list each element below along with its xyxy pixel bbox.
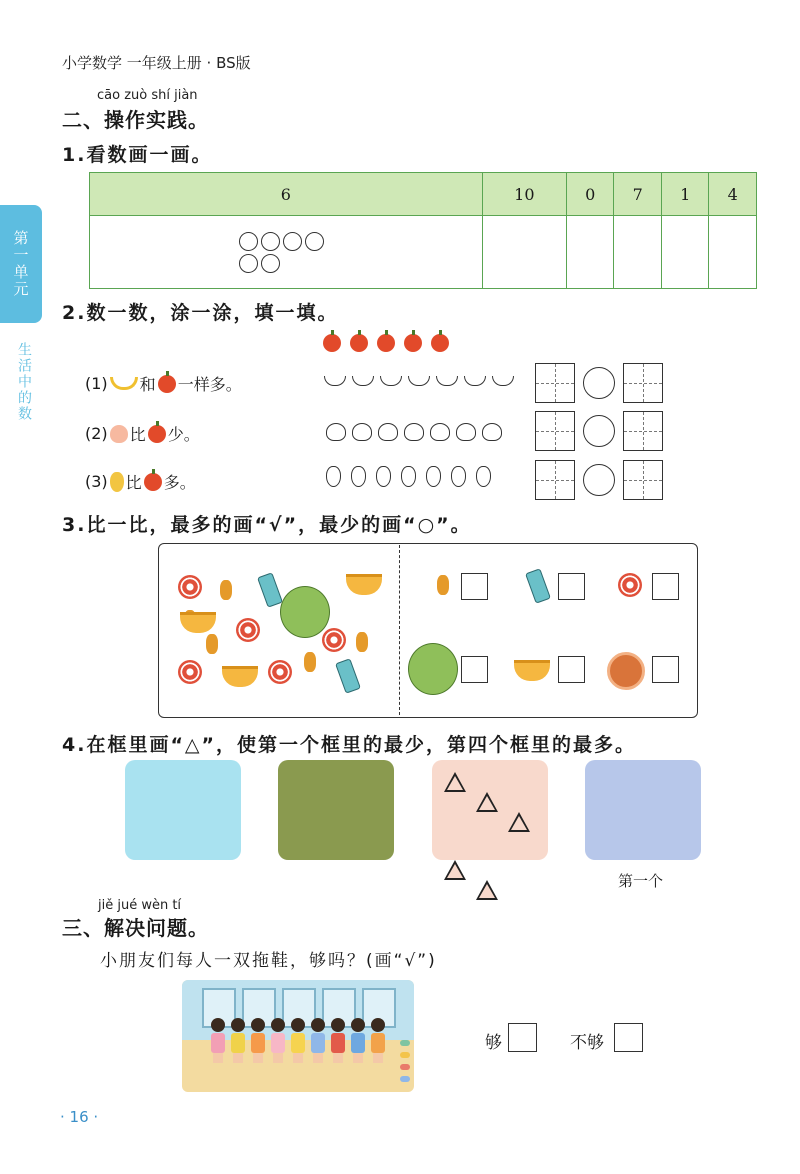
zongzi-icon — [408, 643, 458, 695]
peach-outline-row[interactable] — [326, 423, 502, 441]
chinese-knot-icon — [268, 660, 292, 684]
q3-label: 3.比一比，最多的画“√”，最少的画“○”。 — [62, 514, 472, 536]
q1-table — [89, 172, 757, 289]
peach-outline-icon[interactable] — [404, 423, 424, 441]
firecracker-check-box[interactable] — [558, 573, 585, 600]
compare-set-3 — [535, 460, 663, 500]
circle-icon — [283, 232, 302, 251]
mooncake-check-box[interactable] — [652, 656, 679, 683]
peach-outline-icon[interactable] — [482, 423, 502, 441]
peach-outline-icon[interactable] — [378, 423, 398, 441]
chinese-knot-icon — [178, 660, 202, 684]
pear-outline-icon[interactable] — [451, 466, 466, 487]
banana-outline-icon[interactable] — [324, 376, 346, 386]
chinese-knot-icon — [618, 573, 642, 597]
pear-outline-icon[interactable] — [351, 466, 366, 487]
zongzi-check-box[interactable] — [461, 656, 488, 683]
child-figure — [210, 1018, 226, 1064]
chinese-knot-icon — [178, 575, 202, 599]
apple-icon — [404, 334, 422, 352]
pear-outline-icon[interactable] — [401, 466, 416, 487]
symbol-circle[interactable] — [583, 464, 615, 496]
pear-outline-icon[interactable] — [476, 466, 491, 487]
page-number: · 16 · — [60, 1108, 99, 1126]
peach-outline-icon[interactable] — [430, 423, 450, 441]
number-box[interactable] — [535, 460, 575, 500]
section2-title: 二、操作实践。 — [62, 108, 209, 132]
not-enough-label: 不够 — [570, 1033, 604, 1053]
q1-header: 0 — [566, 173, 614, 216]
enough-check-box[interactable] — [508, 1023, 537, 1052]
slipper-icon — [400, 1076, 410, 1082]
lantern-icon — [206, 634, 218, 654]
banana-outline-row[interactable] — [324, 376, 514, 386]
child-figure — [330, 1018, 346, 1064]
triangle-icon — [508, 812, 530, 832]
lantern-check-box[interactable] — [461, 573, 488, 600]
unit-topic: 生活中的数 — [16, 342, 32, 422]
section3-question: 小朋友们每人一双拖鞋，够吗？(画“√”) — [100, 951, 437, 971]
pear-outline-icon[interactable] — [426, 466, 441, 487]
not-enough-check-box[interactable] — [614, 1023, 643, 1052]
triangle-icon — [444, 772, 466, 792]
row-suffix: 少。 — [167, 425, 200, 444]
lantern-icon — [437, 575, 449, 595]
example-circles — [233, 232, 339, 273]
banana-outline-icon[interactable] — [464, 376, 486, 386]
q1-header: 10 — [482, 173, 566, 216]
symbol-circle[interactable] — [583, 415, 615, 447]
apple-icon — [323, 334, 341, 352]
row-middle: 比 — [129, 425, 146, 444]
row-prefix: (3) — [85, 472, 108, 491]
draw-box-4[interactable] — [585, 760, 701, 860]
peach-outline-icon[interactable] — [352, 423, 372, 441]
unit-label: 第一单元 — [11, 230, 30, 298]
q2-label: 2.数一数，涂一涂，填一填。 — [62, 302, 339, 324]
circle-icon — [261, 232, 280, 251]
page-number-value: 16 — [69, 1108, 89, 1126]
slipper-icon — [400, 1040, 410, 1046]
banana-outline-icon[interactable] — [380, 376, 402, 386]
child-figure — [350, 1018, 366, 1064]
q1-answer-cell[interactable] — [661, 216, 709, 289]
q1-answer-cell[interactable] — [566, 216, 614, 289]
triangle-icon — [476, 880, 498, 900]
section2-pinyin: cāo zuò shí jiàn — [97, 88, 198, 103]
symbol-circle[interactable] — [583, 367, 615, 399]
draw-box-1[interactable] — [125, 760, 241, 860]
pear-outline-icon[interactable] — [376, 466, 391, 487]
banana-outline-icon[interactable] — [492, 376, 514, 386]
slipper-icon — [400, 1064, 410, 1070]
row-suffix: 一样多。 — [177, 375, 242, 394]
circle-icon — [261, 254, 280, 273]
child-figure — [230, 1018, 246, 1064]
pear-outline-row[interactable] — [326, 466, 491, 487]
banana-icon — [110, 377, 138, 390]
row-suffix: 多。 — [163, 473, 196, 492]
chinese-knot-icon — [322, 628, 346, 652]
row-prefix: (1) — [85, 374, 108, 393]
triangle-icon — [444, 860, 466, 880]
q2-row-3 — [85, 470, 196, 493]
lantern-icon — [304, 652, 316, 672]
q1-example-cell — [90, 216, 483, 289]
child-figure — [270, 1018, 286, 1064]
q1-label: 1.看数画一画。 — [62, 144, 213, 166]
q2-row-1 — [85, 372, 242, 395]
mooncake-icon — [607, 652, 645, 690]
number-box[interactable] — [535, 411, 575, 451]
book-header: 小学数学 一年级上册 · BS版 — [62, 54, 251, 72]
apple-icon — [158, 375, 176, 393]
q1-header: 1 — [661, 173, 709, 216]
child-figure — [250, 1018, 266, 1064]
q1-header: 6 — [90, 173, 483, 216]
apple-icon — [350, 334, 368, 352]
ingot-check-box[interactable] — [558, 656, 585, 683]
triangle-icon — [476, 792, 498, 812]
q3-divider — [399, 545, 400, 715]
child-figure — [370, 1018, 386, 1064]
slipper-icon — [400, 1052, 410, 1058]
q2-row-2 — [85, 422, 200, 445]
enough-label: 够 — [485, 1033, 502, 1053]
child-figure — [290, 1018, 306, 1064]
zongzi-icon — [280, 586, 330, 638]
peach-icon — [110, 425, 128, 443]
pear-icon — [110, 472, 124, 492]
banana-outline-icon[interactable] — [436, 376, 458, 386]
apple-icon — [148, 425, 166, 443]
apple-icon — [431, 334, 449, 352]
chinese-knot-icon — [236, 618, 260, 642]
unit-tab — [0, 205, 42, 323]
banana-outline-icon[interactable] — [352, 376, 374, 386]
child-figure — [310, 1018, 326, 1064]
classroom-picture — [182, 980, 414, 1092]
box-caption: 第一个 — [618, 872, 664, 890]
draw-box-2[interactable] — [278, 760, 394, 860]
q1-answer-cell[interactable] — [709, 216, 757, 289]
pear-outline-icon[interactable] — [326, 466, 341, 487]
draw-box-3[interactable] — [432, 760, 548, 860]
peach-outline-icon[interactable] — [326, 423, 346, 441]
lantern-icon — [356, 632, 368, 652]
q1-header: 7 — [614, 173, 662, 216]
number-box[interactable] — [623, 411, 663, 451]
row-middle: 比 — [125, 473, 142, 492]
peach-outline-icon[interactable] — [456, 423, 476, 441]
q1-header: 4 — [709, 173, 757, 216]
q1-answer-cell[interactable] — [614, 216, 662, 289]
section3-pinyin: jiě jué wèn tí — [98, 898, 182, 913]
circle-icon — [305, 232, 324, 251]
section3-title: 三、解决问题。 — [62, 916, 209, 940]
apple-icon — [144, 473, 162, 491]
compare-set-1 — [535, 363, 663, 403]
apple-icon — [377, 334, 395, 352]
number-box[interactable] — [623, 363, 663, 403]
row-prefix: (2) — [85, 424, 108, 443]
q4-label: 4.在框里画“△”，使第一个框里的最少，第四个框里的最多。 — [62, 734, 637, 756]
circle-icon — [239, 232, 258, 251]
banana-outline-icon[interactable] — [408, 376, 430, 386]
row-middle: 和 — [139, 375, 156, 394]
number-box[interactable] — [535, 363, 575, 403]
circle-icon — [239, 254, 258, 273]
knot-check-box[interactable] — [652, 573, 679, 600]
q1-answer-cell[interactable] — [482, 216, 566, 289]
compare-set-2 — [535, 411, 663, 451]
number-box[interactable] — [623, 460, 663, 500]
apple-row — [323, 334, 449, 352]
lantern-icon — [220, 580, 232, 600]
